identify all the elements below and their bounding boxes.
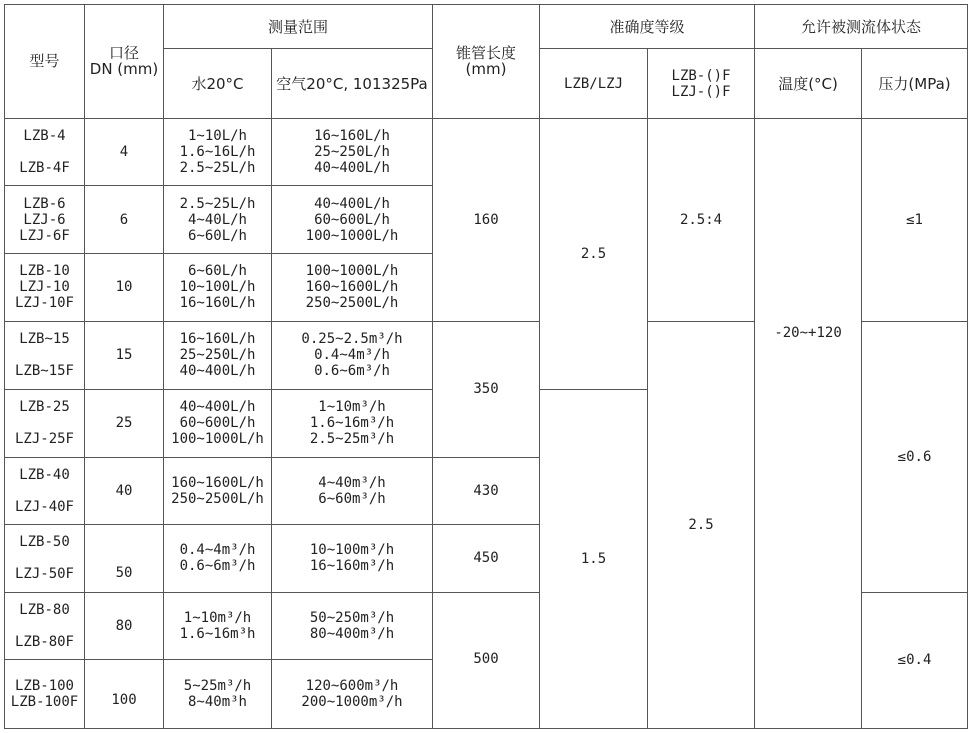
air-range: 25~250L/h	[314, 144, 390, 161]
header-air: 空气20°C, 101325Pa	[272, 49, 433, 119]
header-acc-f-line2: LZJ-()F	[671, 83, 731, 100]
header-temperature: 温度(°C)	[755, 49, 862, 119]
model-name: LZJ-10F	[14, 295, 74, 312]
header-water: 水20°C	[164, 49, 272, 119]
header-acc-lzb: LZB/LZJ	[540, 49, 648, 119]
model-cell	[5, 390, 85, 458]
water-range: 25~250L/h	[179, 347, 256, 364]
model-name: LZB-4	[23, 128, 66, 145]
model-name: LZJ-40F	[14, 498, 74, 515]
header-accuracy: 准确度等级	[540, 5, 755, 49]
dn-cell: 50	[85, 525, 164, 593]
model-name: LZB-4F	[19, 160, 70, 177]
water-range-cell	[164, 660, 272, 729]
water-range: 1~10m³/h	[183, 610, 252, 627]
water-range-cell	[164, 592, 272, 660]
air-range: 16~160L/h	[314, 128, 390, 145]
model-name: LZB~15F	[14, 363, 74, 380]
model-name: LZB-40	[19, 466, 70, 483]
air-range-cell	[272, 321, 433, 390]
accuracy-lzb-cell: 1.5	[540, 390, 648, 729]
water-range: 40~400L/h	[179, 399, 256, 416]
water-range: 8~40m³h	[187, 694, 247, 710]
air-range: 80~400m³/h	[309, 626, 395, 643]
water-range-cell	[164, 254, 272, 322]
air-range: 0.25~2.5m³/h	[301, 331, 403, 348]
tube-length-cell: 430	[433, 457, 540, 525]
water-range: 1~10L/h	[187, 128, 247, 145]
water-range: 6~60L/h	[187, 263, 247, 280]
water-range: 0.4~4m³/h	[179, 542, 256, 559]
header-tube-length-line2: (mm)	[465, 60, 507, 79]
tube-length-cell: 450	[433, 525, 540, 593]
header-tube-length	[433, 5, 540, 119]
model-cell	[5, 592, 85, 660]
model-cell	[5, 525, 85, 593]
model-cell	[5, 457, 85, 525]
water-range-cell	[164, 457, 272, 525]
accuracy-lzb-cell: 2.5	[540, 118, 648, 389]
model-cell	[5, 321, 85, 390]
air-range: 250~2500L/h	[305, 295, 399, 312]
dn-cell: 10	[85, 254, 164, 322]
dn-cell: 100	[85, 660, 164, 729]
air-range: 10~100m³/h	[309, 542, 395, 559]
dn-cell: 4	[85, 118, 164, 186]
air-range-cell	[272, 592, 433, 660]
air-range: 1~10m³/h	[318, 399, 386, 416]
water-range: 1.6~16m³h	[179, 626, 256, 643]
dn-cell: 80	[85, 592, 164, 660]
model-name: LZB-80	[19, 602, 70, 619]
model-cell	[5, 660, 85, 729]
header-diameter-line1: 口径	[108, 44, 139, 63]
model-name: LZJ-6	[23, 211, 66, 228]
model-cell	[5, 186, 85, 254]
water-range-cell	[164, 321, 272, 390]
accuracy-f-cell: 2.5:4	[648, 118, 755, 321]
spec-table	[4, 4, 968, 729]
air-range-cell	[272, 118, 433, 186]
air-range: 40~400L/h	[314, 195, 390, 212]
temperature-cell: -20~+120	[755, 118, 862, 728]
dn-cell: 15	[85, 321, 164, 390]
water-range-cell	[164, 186, 272, 254]
air-range: 60~600L/h	[314, 211, 390, 228]
model-name: LZB-25	[19, 399, 70, 416]
header-pressure: 压力(MPa)	[862, 49, 968, 119]
model-name: LZB~15	[19, 331, 70, 348]
water-range-cell	[164, 525, 272, 593]
model-name: LZB-6	[23, 195, 66, 212]
air-range-cell	[272, 254, 433, 322]
water-range-cell	[164, 390, 272, 458]
water-range: 16~160L/h	[179, 331, 256, 348]
pressure-cell: ≤0.4	[862, 592, 968, 728]
model-name: LZJ-50F	[14, 566, 74, 583]
air-range-cell	[272, 660, 433, 729]
air-range-cell	[272, 390, 433, 458]
air-range: 120~600m³/h	[305, 678, 399, 694]
air-range: 100~1000L/h	[305, 227, 399, 244]
air-range: 1.6~16m³/h	[309, 415, 395, 432]
air-range-cell	[272, 525, 433, 593]
air-range-cell	[272, 186, 433, 254]
dn-cell: 40	[85, 457, 164, 525]
dn-cell: 6	[85, 186, 164, 254]
water-range: 160~1600L/h	[171, 474, 264, 491]
pressure-cell: ≤1	[862, 118, 968, 321]
air-range: 200~1000m³/h	[301, 694, 403, 710]
water-range: 5~25m³/h	[183, 678, 252, 694]
header-acc-f	[648, 49, 755, 119]
air-range: 0.4~4m³/h	[314, 347, 390, 364]
model-name: LZB-50	[19, 534, 70, 551]
model-name: LZB-10	[19, 263, 70, 280]
water-range: 40~400L/h	[179, 363, 256, 380]
water-range: 1.6~16L/h	[179, 144, 256, 161]
air-range: 40~400L/h	[314, 160, 390, 177]
water-range: 2.5~25L/h	[179, 160, 256, 177]
model-name: LZJ-25F	[14, 431, 74, 448]
air-range: 50~250m³/h	[309, 610, 395, 627]
accuracy-f-cell: 2.5	[648, 321, 755, 728]
header-fluid-state: 允许被测流体状态	[755, 5, 968, 49]
header-acc-f-line1: LZB-()F	[671, 67, 731, 84]
air-range: 100~1000L/h	[305, 263, 399, 280]
water-range: 100~1000L/h	[171, 431, 264, 448]
water-range: 6~60L/h	[187, 227, 247, 244]
tube-length-cell: 160	[433, 118, 540, 321]
tube-length-cell: 500	[433, 592, 540, 728]
water-range: 2.5~25L/h	[179, 195, 256, 212]
tube-length-cell: 350	[433, 321, 540, 457]
model-name: LZB-80F	[14, 634, 74, 651]
air-range: 16~160m³/h	[309, 558, 395, 575]
air-range-cell	[272, 457, 433, 525]
water-range: 16~160L/h	[179, 295, 256, 312]
water-range-cell	[164, 118, 272, 186]
water-range: 60~600L/h	[179, 415, 256, 432]
model-name: LZB-100F	[10, 694, 79, 711]
header-tube-length-line1: 锥管长度	[456, 44, 517, 63]
model-cell	[5, 254, 85, 322]
header-diameter	[85, 5, 164, 119]
model-name: LZJ-10	[19, 279, 70, 296]
air-range: 6~60m³/h	[318, 490, 386, 507]
model-name: LZJ-6F	[19, 227, 70, 244]
header-model: 型号	[5, 5, 85, 119]
header-range: 测量范围	[164, 5, 433, 49]
water-range: 10~100L/h	[179, 279, 256, 296]
air-range: 2.5~25m³/h	[309, 431, 395, 448]
model-cell	[5, 118, 85, 186]
water-range: 250~2500L/h	[171, 490, 264, 507]
model-name: LZB-100	[14, 678, 74, 695]
table-row	[5, 118, 968, 186]
water-range: 0.6~6m³/h	[179, 558, 256, 575]
air-range: 160~1600L/h	[305, 279, 399, 296]
header-diameter-line2: DN (mm)	[89, 60, 159, 79]
air-range: 4~40m³/h	[318, 474, 386, 491]
pressure-cell: ≤0.6	[862, 321, 968, 592]
water-range: 4~40L/h	[187, 211, 247, 228]
air-range: 0.6~6m³/h	[314, 363, 390, 380]
dn-cell: 25	[85, 390, 164, 458]
